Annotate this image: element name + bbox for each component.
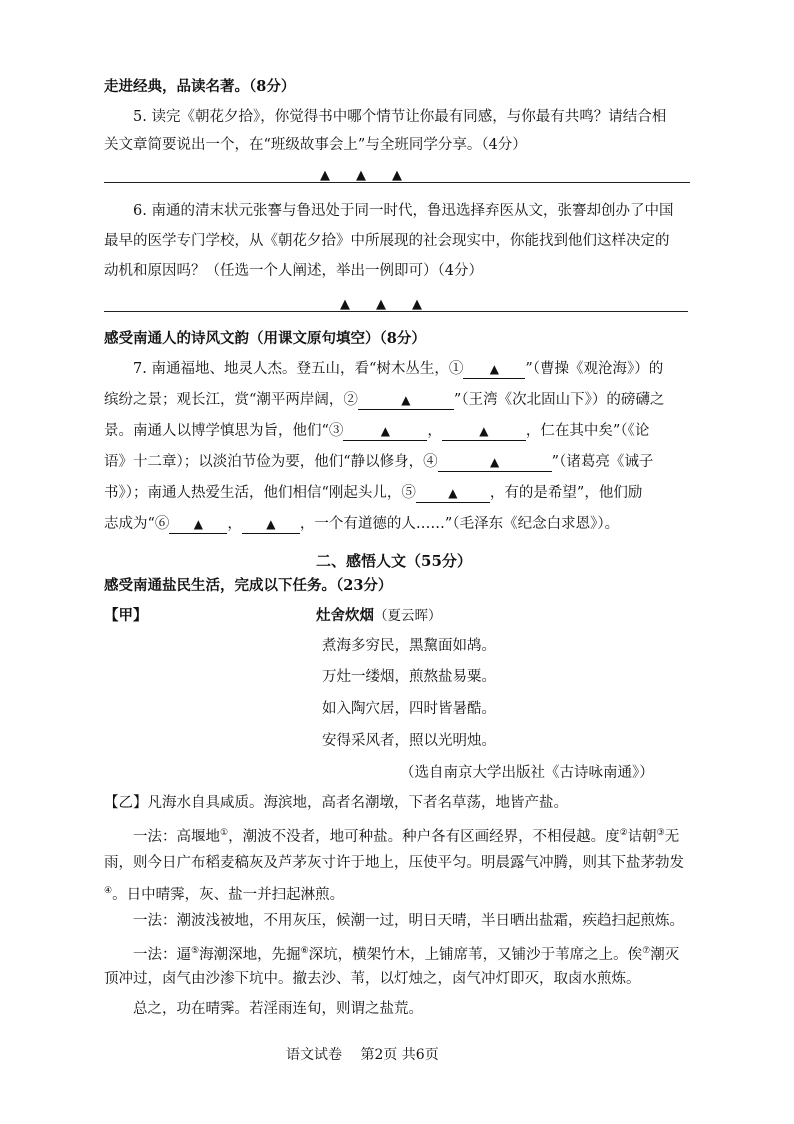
q7-text: ”（王湾《次北固山下》）的磅礴之	[453, 392, 665, 408]
q7-line2	[104, 389, 664, 411]
q7-text: 缤纷之景；观长江，赏“潮平两岸阔，②	[104, 392, 358, 408]
section-heading-classics: 走进经典，品读名著。（8分）	[104, 78, 296, 95]
part2-title: 二、感悟人文（55分）	[316, 552, 472, 570]
poem-source: （选自南京大学出版社《古诗咏南通》）	[400, 765, 654, 781]
yi-method1-line1: 一法：高堰地①，潮波不没者，地可种盐。种户各有区画经界，不相侵越。度②诘朝③无	[133, 828, 680, 845]
q7-text: 景。南通人以博学慎思为旨，他们“③	[104, 423, 344, 439]
q6-line1: 6. 南通的清末状元张謇与鲁迅处于同一时代，鲁迅选择弃医从文，张謇却创办了中国	[133, 203, 674, 219]
footnote-marker: ④	[104, 886, 113, 896]
yi-line1: 【乙】凡海水自具咸质。海滨地，高者名潮墩，下者名草荡，地皆产盐。	[104, 795, 568, 811]
q7-text: ，仁在其中矣”（《论	[525, 423, 650, 439]
triangle-mark: ▲	[376, 297, 386, 312]
triangle-mark: ▲	[356, 168, 366, 183]
q7-line6	[104, 513, 619, 535]
q7-text: ，	[427, 423, 442, 439]
q7-line5	[104, 482, 642, 504]
poem-author: （夏云晖）	[374, 608, 442, 624]
q6-line2: 最早的医学专门学校，从《朝花夕拾》中所展现的社会现实中，你能找到他们这样决定的	[104, 233, 670, 249]
footnote-marker: ②	[619, 828, 628, 838]
footnote-marker: ①	[220, 828, 229, 838]
poem-line: 万灶一缕烟，煎熬盐易粟。	[322, 669, 496, 685]
poem-title: 灶舍炊烟	[316, 607, 374, 624]
q7-text: 语》十二章）；以淡泊节俭为要，他们“静以修身，④	[104, 454, 438, 470]
q7-text: 7. 南通福地、地灵人杰。登五山，看“树木丛生，①	[133, 361, 464, 377]
footnote-marker: ⑦	[642, 946, 651, 956]
q6-answer-line[interactable]	[104, 311, 688, 312]
footnote-marker: ③	[656, 828, 665, 838]
blank-6a[interactable]: ▲	[169, 515, 227, 534]
q7-text: ”（诸葛亮《诫子	[551, 454, 654, 470]
yi-method1-line3: ④。日中晴霁，灰、盐一并扫起淋煎。	[104, 886, 345, 903]
footnote-marker: ⑥	[300, 946, 309, 956]
page-footer: 语文试卷 第2页 共6页	[286, 1047, 439, 1063]
poem-line: 如入陶穴居，四时皆暑酷。	[322, 701, 496, 717]
triangle-mark: ▲	[320, 168, 330, 183]
blank-3a[interactable]: ▲	[343, 422, 427, 441]
q7-text: ，	[227, 516, 242, 532]
jia-tag: 【甲】	[104, 607, 148, 624]
q7-line4	[104, 451, 653, 473]
q7-text: ，一个有道德的人……”（毛泽东《纪念白求恩》）。	[299, 516, 620, 532]
q5-line2: 关文章简要说出一个，在“班级故事会上”与全班同学分享。（4分）	[104, 137, 527, 153]
footnote-marker: ⑤	[191, 946, 200, 956]
yi-method2: 一法：潮波浅被地，不用灰压，候潮一过，明日天晴，半日晒出盐霜，疾趋扫起煎炼。	[133, 913, 684, 929]
yi-method1-line2: 雨，则今日广布稻麦稿灰及芦茅灰寸许于地上，压使平匀。明晨露气冲腾，则其下盐茅勃发	[104, 855, 684, 871]
section-heading-poetry: 感受南通人的诗风文韵（用课文原句填空）（8分）	[104, 330, 426, 347]
poem-line: 安得采风者，照以光明烛。	[322, 733, 496, 749]
q7-line1	[133, 358, 663, 380]
q5-line1: 5. 读完《朝花夕拾》，你觉得书中哪个情节让你最有同感，与你最有共鸣？请结合相	[133, 109, 667, 125]
blank-5[interactable]: ▲	[416, 484, 490, 503]
q7-text: ，有的是希望”，他们励	[489, 485, 643, 501]
yi-conclusion: 总之，功在晴霁。若淫雨连旬，则谓之盐荒。	[133, 1001, 423, 1017]
q7-line3	[104, 420, 649, 442]
blank-4[interactable]: ▲	[438, 453, 552, 472]
poem-heading	[316, 605, 442, 627]
triangle-mark: ▲	[412, 297, 422, 312]
blank-6b[interactable]: ▲	[242, 515, 300, 534]
yi-method3-line1: 一法：逼⑤海潮深地，先掘⑥深坑，横架竹木，上铺席苇，又铺沙于苇席之上。俟⑦潮灭	[133, 946, 680, 963]
poem-line: 煮海多穷民，黑黧面如鸪。	[322, 638, 496, 654]
triangle-mark: ▲	[392, 168, 402, 183]
blank-2[interactable]: ▲	[358, 391, 454, 410]
part2-intro: 感受南通盐民生活，完成以下任务。（23分）	[104, 577, 393, 594]
blank-1[interactable]: ▲	[463, 360, 525, 379]
q7-text: ”（曹操《观沧海》）的	[525, 361, 664, 377]
triangle-mark: ▲	[340, 297, 350, 312]
q6-line3: 动机和原因吗？（任选一个人阐述，举出一例即可）（4分）	[104, 263, 483, 279]
q7-text: 志成为“⑥	[104, 516, 170, 532]
yi-method3-line2: 顶冲过，卤气由沙渗下坑中。撤去沙、苇，以灯烛之，卤气冲灯即灭，取卤水煎炼。	[104, 971, 641, 987]
blank-3b[interactable]: ▲	[442, 422, 526, 441]
q7-text: 书》）；南通人热爱生活，他们相信“刚起头儿，⑤	[104, 485, 416, 501]
